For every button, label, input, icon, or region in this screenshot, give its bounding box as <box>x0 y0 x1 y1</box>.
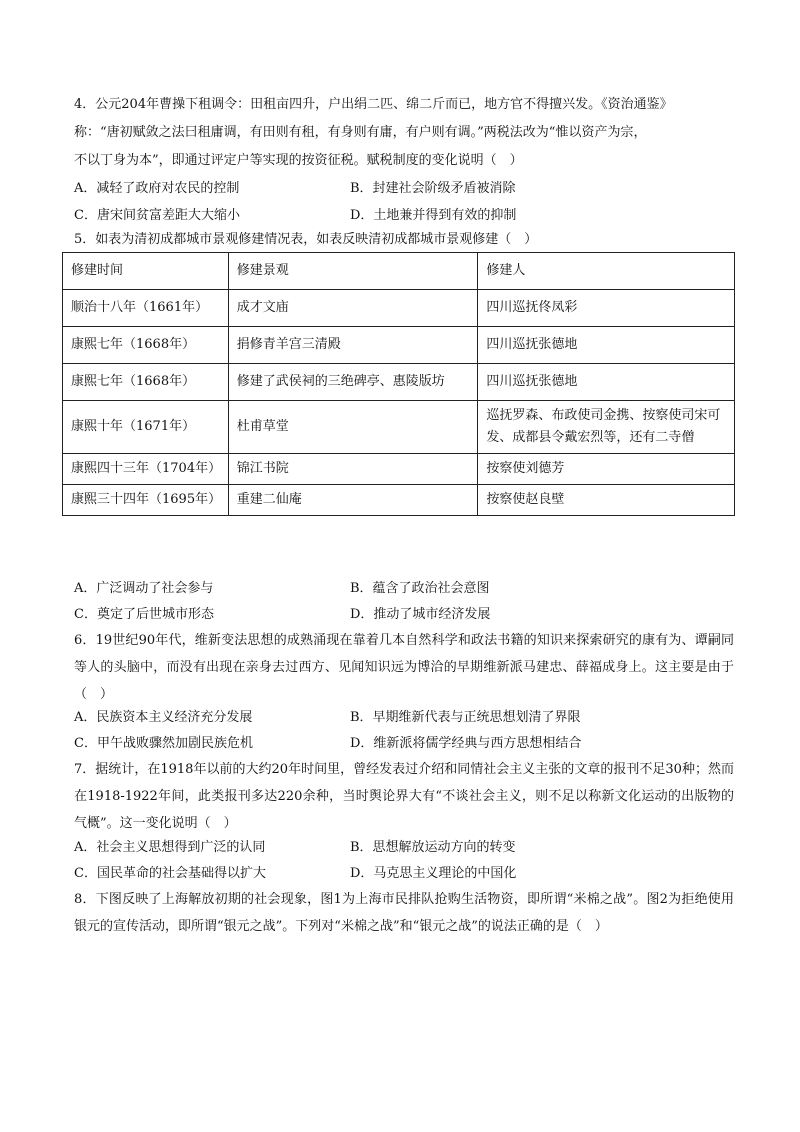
table-header-cell: 修建时间 <box>63 253 229 290</box>
q7-option-c: C．国民革命的社会基础得以扩大 <box>74 866 266 881</box>
q5-stem: 5．如表为清初成都城市景观修建情况表，如表反映清初成都城市景观修建（ ） <box>74 232 538 247</box>
table-cell: 四川巡抚张德地 <box>478 364 735 401</box>
table-row <box>63 364 735 401</box>
table-cell: 四川巡抚佟凤彩 <box>478 290 735 327</box>
q6-option-c: C．甲午战败骤然加剧民族危机 <box>74 736 253 751</box>
q5-table <box>62 252 735 516</box>
table-cell: 锦江书院 <box>228 454 478 485</box>
q7-option-a: A．社会主义思想得到广泛的认同 <box>74 840 266 855</box>
q5-option-d: D．推动了城市经济发展 <box>350 607 491 622</box>
table-row <box>63 290 735 327</box>
q5-option-c: C．奠定了后世城市形态 <box>74 607 214 622</box>
table-row <box>63 401 735 454</box>
q4-option-b: B．封建社会阶级矛盾被消除 <box>350 181 516 196</box>
table-cell: 杜甫草堂 <box>228 401 478 454</box>
q4-option-d: D．土地兼并得到有效的抑制 <box>350 208 517 223</box>
table-cell: 康熙四十三年（1704年） <box>63 454 229 485</box>
q4-option-a: A．减轻了政府对农民的控制 <box>74 181 240 196</box>
q4-option-c: C．唐宋间贫富差距大大缩小 <box>74 208 240 223</box>
table-cell: 按察使刘德芳 <box>478 454 735 485</box>
q4-stem-line2: 称：“唐初赋敛之法曰租庸调，有田则有租，有身则有庸，有户则有调。”两税法改为“惟以资产为宗， <box>74 125 647 140</box>
table-row <box>63 327 735 364</box>
table-cell: 康熙十年（1671年） <box>63 401 229 454</box>
table-cell: 重建二仙庵 <box>228 485 478 516</box>
q6-stem: 6．19世纪90年代，维新变法思想的成熟涌现在靠着几本自然科学和政法书籍的知识来探索研究的康有为、谭嗣同等人的头脑中，而没有出现在亲身去过西方、见闻知识远为博洽的早期维新派马建忠、薛福成身上。这主要是由于（ ） <box>74 633 734 702</box>
q5-option-b: B．蕴含了政治社会意图 <box>350 581 490 596</box>
table-row <box>63 485 735 516</box>
q7-stem: 7．据统计，在1918年以前的大约20年时间里，曾经发表过介绍和同情社会主义主张的文章的报刊不足30种；然而在1918-1922年间，此类报刊多达220余种，当时舆论界大有“不谈社会主义，则不足以称新文化运动的出版物的气概”。这一变化说明（ ） <box>74 762 734 831</box>
q4-stem-line3: 不以丁身为本”，即通过评定户等实现的按资征税。赋税制度的变化说明（ ） <box>74 153 523 168</box>
table-header-row <box>63 253 735 290</box>
q6-option-a: A．民族资本主义经济充分发展 <box>74 710 253 725</box>
q7-option-d: D．马克思主义理论的中国化 <box>350 866 517 881</box>
table-cell: 按察使赵良壁 <box>478 485 735 516</box>
table-cell: 康熙三十四年（1695年） <box>63 485 229 516</box>
table-cell: 成才文庙 <box>228 290 478 327</box>
table-header-cell: 修建景观 <box>228 253 478 290</box>
table-header-cell: 修建人 <box>478 253 735 290</box>
table-cell: 捐修青羊宫三清殿 <box>228 327 478 364</box>
q6-option-d: D．维新派将儒学经典与西方思想相结合 <box>350 736 582 751</box>
q7-option-b: B．思想解放运动方向的转变 <box>350 840 516 855</box>
table-cell: 巡抚罗森、布政使司金携、按察使司宋可发、成都县令戴宏烈等，还有二寺僧 <box>478 401 735 454</box>
q4-stem-line1: 4．公元204年曹操下租调令：田租亩四升，户出绢二匹、绵二斤而已，地方官不得擅兴发。《资治通鉴》 <box>74 97 673 112</box>
q6-option-b: B．早期维新代表与正统思想划清了界限 <box>350 710 581 725</box>
table-cell: 顺治十八年（1661年） <box>63 290 229 327</box>
table-cell: 修建了武侯祠的三绝碑亭、惠陵版坊 <box>228 364 478 401</box>
table-cell: 康熙七年（1668年） <box>63 364 229 401</box>
table-cell: 康熙七年（1668年） <box>63 327 229 364</box>
table-row <box>63 454 735 485</box>
q5-option-a: A．广泛调动了社会参与 <box>74 581 214 596</box>
table-cell: 四川巡抚张德地 <box>478 327 735 364</box>
q8-stem: 8．下图反映了上海解放初期的社会现象，图1为上海市民排队抢购生活物资，即所谓“米棉之战”。图2为拒绝使用银元的宣传活动，即所谓“银元之战”。下列对“米棉之战”和“银元之战”的说法正确的是（ ） <box>74 892 734 934</box>
